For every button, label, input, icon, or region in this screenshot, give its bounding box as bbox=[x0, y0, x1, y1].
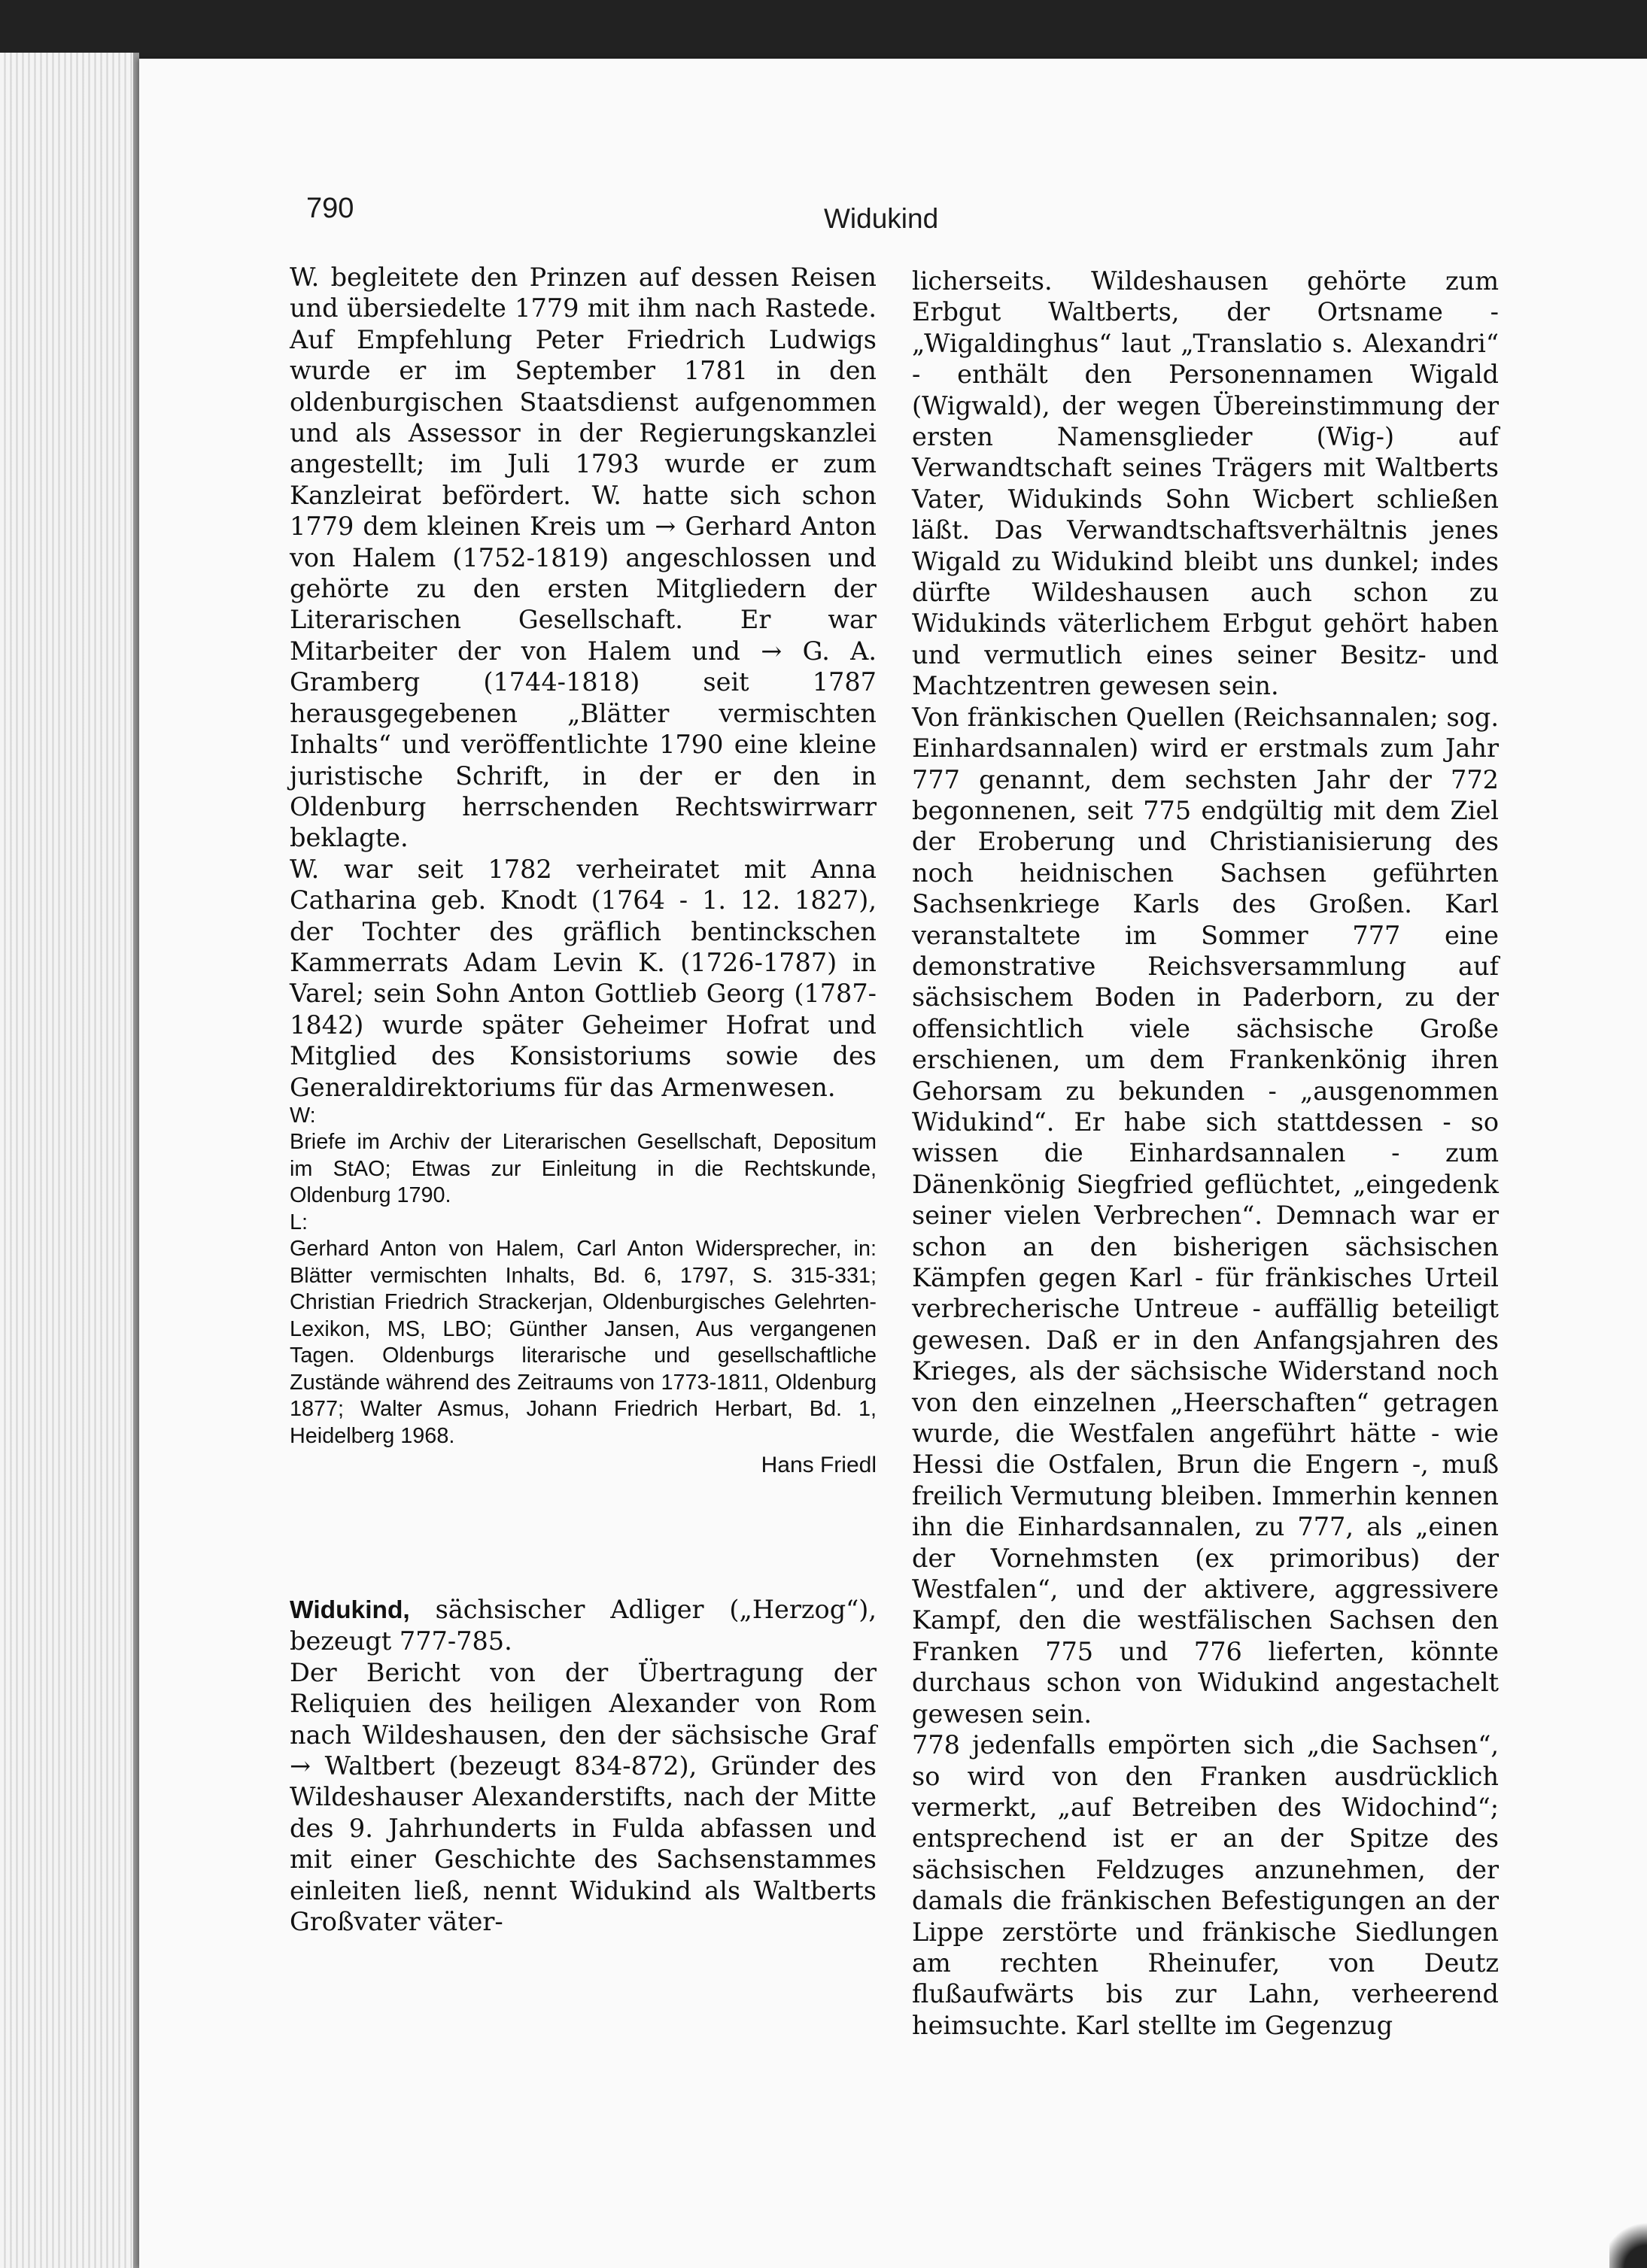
literature-list: Gerhard Anton von Halem, Carl Anton Widersprecher, in: Blätter vermischten Inhalts, Bd. 6, 1797, S. 315-331; Christian Friedrich Strackerjan, Oldenburgisches Gelehrten-Lexikon, MS, LBO; Günther Jansen, Aus vergangenen Tagen. Oldenburgs literarische und gesellschaftliche Zustände während des Zeitraums von 1773-1811, Oldenburg 1877; Walter Asmus, Johann Friedrich Herbart, Bd. 1, Heidelberg 1968. bbox=[290, 1237, 877, 1448]
paragraph: Der Bericht von der Übertragung der Reliquien des heiligen Alexander von Rom nach Wildeshausen, den der sächsische Graf → Waltbert (bezeugt 834-872), Gründer des Wildeshauser Alexanderstifts, nach der Mitte des 9. Jahrhunderts in Fulda abfassen und mit einer Geschichte des Sachsenstammes einleiten ließ, nennt Widukind als Waltberts Großvater väter- bbox=[290, 1657, 877, 1936]
left-column bbox=[290, 262, 877, 1937]
entry-heading bbox=[290, 1594, 877, 1657]
paragraph: licherseits. Wildeshausen gehörte zum Erbgut Waltberts, der Ortsname - „Wigaldinghus“ laut „Translatio s. Alexandri“ - enthält den Personennamen Wigald (Wigwald), der wegen Übereinstimmung der ersten Namensglieder (Wig-) auf Verwandtschaft seines Trägers mit Waltberts Vater, Widukinds Sohn Wicbert schließen läßt. Das Verwandtschaftsverhältnis jenes Wigald zu Widukind bleibt uns dunkel; indes dürfte Wildeshausen auch schon zu Widukinds väterlichem Erbgut gehört haben und vermutlich eines seiner Besitz- und Machtzentren gewesen sein. bbox=[912, 266, 1499, 701]
entry-description: sächsischer Adliger („Herzog“), bezeugt 777-785. bbox=[290, 1594, 877, 1656]
page-corner-shadow bbox=[1609, 2200, 1647, 2268]
book-page-edges bbox=[0, 53, 139, 2268]
works-label: W: bbox=[290, 1103, 316, 1128]
literature-label: L: bbox=[290, 1210, 308, 1234]
entry-author: Hans Friedl bbox=[761, 1453, 877, 1478]
running-title: Widukind bbox=[824, 203, 939, 234]
book-page bbox=[139, 59, 1647, 2268]
paragraph: Von fränkischen Quellen (Reichsannalen; sog. Einhardsannalen) wird er erstmals zum Jahr 777 genannt, dem sechsten Jahr der 772 begonnenen, seit 775 endgültig mit dem Ziel der Eroberung und Christianisierung des noch heidnischen Sachsen geführten Sachsenkriege Karls des Großen. Karl veranstaltete im Sommer 777 eine demonstrative Reichsversammlung auf sächsischem Boden in Paderborn, zu der offensichtlich viele sächsische Große erschienen, um dem Frankenkönig ihren Gehorsam zu bekunden - „ausgenommen Widukind“. Er habe sich stattdessen - so wissen die Einhardsannalen - zum Dänenkönig Siegfried geflüchtet, „eingedenk seiner vielen Verbrechen“. Demnach war er schon an den bisherigen sächsischen Kämpfen gegen Karl - für fränkisches Urteil verbrecherische Untreue - auffällig beteiligt gewesen. Daß er in den Anfangsjahren des Krieges, als der sächsische Widerstand noch von den einzelnen „Heerschaften“ getragen wurde, die Westfalen angeführt hätte - wie Hessi die Ostfalen, Brun die Engern -, muß freilich Vermutung bleiben. Immerhin kennen ihn die Einhardsannalen, zu 777, als „einen der Vornehmsten (ex primoribus) der Westfalen“, und der aktivere, aggressivere Kampf, den die westfälischen Sachsen den Franken 775 und 776 lieferten, könnte durchaus schon von Widukind angestachelt gewesen sein. bbox=[912, 702, 1499, 1729]
page-number: 790 bbox=[306, 193, 354, 224]
paragraph: W. begleitete den Prinzen auf dessen Reisen und übersiedelte 1779 mit ihm nach Rastede. Auf Empfehlung Peter Friedrich Ludwigs wurde er im September 1781 in den oldenburgischen Staatsdienst aufgenommen und als Assessor in der Regierungskanzlei angestellt; im Juli 1793 wurde er zum Kanzleirat befördert. W. hatte sich schon 1779 dem kleinen Kreis um → Gerhard Anton von Halem (1752-1819) angeschlossen und gehörte zu den ersten Mitgliedern der Literarischen Gesellschaft. Er war Mitarbeiter der von Halem und → G. A. Gramberg (1744-1818) seit 1787 herausgegebenen „Blätter vermischten Inhalts“ und veröffentlichte 1790 eine kleine juristische Schrift, in der er den in Oldenburg herrschenden Rechtswirrwarr beklagte. bbox=[290, 263, 877, 853]
spacer bbox=[290, 1481, 877, 1594]
works-list: Briefe im Archiv der Literarischen Gesellschaft, Depositum im StAO; Etwas zur Einleitung in die Rechtskunde, Oldenburg 1790. bbox=[290, 1130, 877, 1208]
right-column bbox=[912, 266, 1499, 2041]
paragraph: W. war seit 1782 verheiratet mit Anna Catharina geb. Knodt (1764 - 1. 12. 1827), der Tochter des gräflich bentinckschen Kammerrats Adam Levin K. (1726-1787) in Varel; sein Sohn Anton Gottlieb Georg (1787-1842) wurde später Geheimer Hofrat und Mitglied des Konsistoriums sowie des Generaldirektoriums für das Armenwesen. bbox=[290, 854, 877, 1102]
running-head bbox=[139, 193, 1647, 238]
references bbox=[290, 1103, 877, 1450]
scanner-background bbox=[0, 0, 1647, 68]
entry-name: Widukind, bbox=[290, 1595, 410, 1624]
paragraph: 778 jedenfalls empörten sich „die Sachsen“, so wird von den Franken ausdrücklich vermerkt, „auf Betreiben des Widochind“; entsprechend ist er an der Spitze des sächsischen Feldzuges anzunehmen, der damals die fränkischen Befestigungen an der Lippe zerstörte und fränkische Siedlungen am rechten Rheinufer, von Deutz flußaufwärts bis zur Lahn, verheerend heimsuchte. Karl stellte im Gegenzug bbox=[912, 1730, 1499, 2040]
